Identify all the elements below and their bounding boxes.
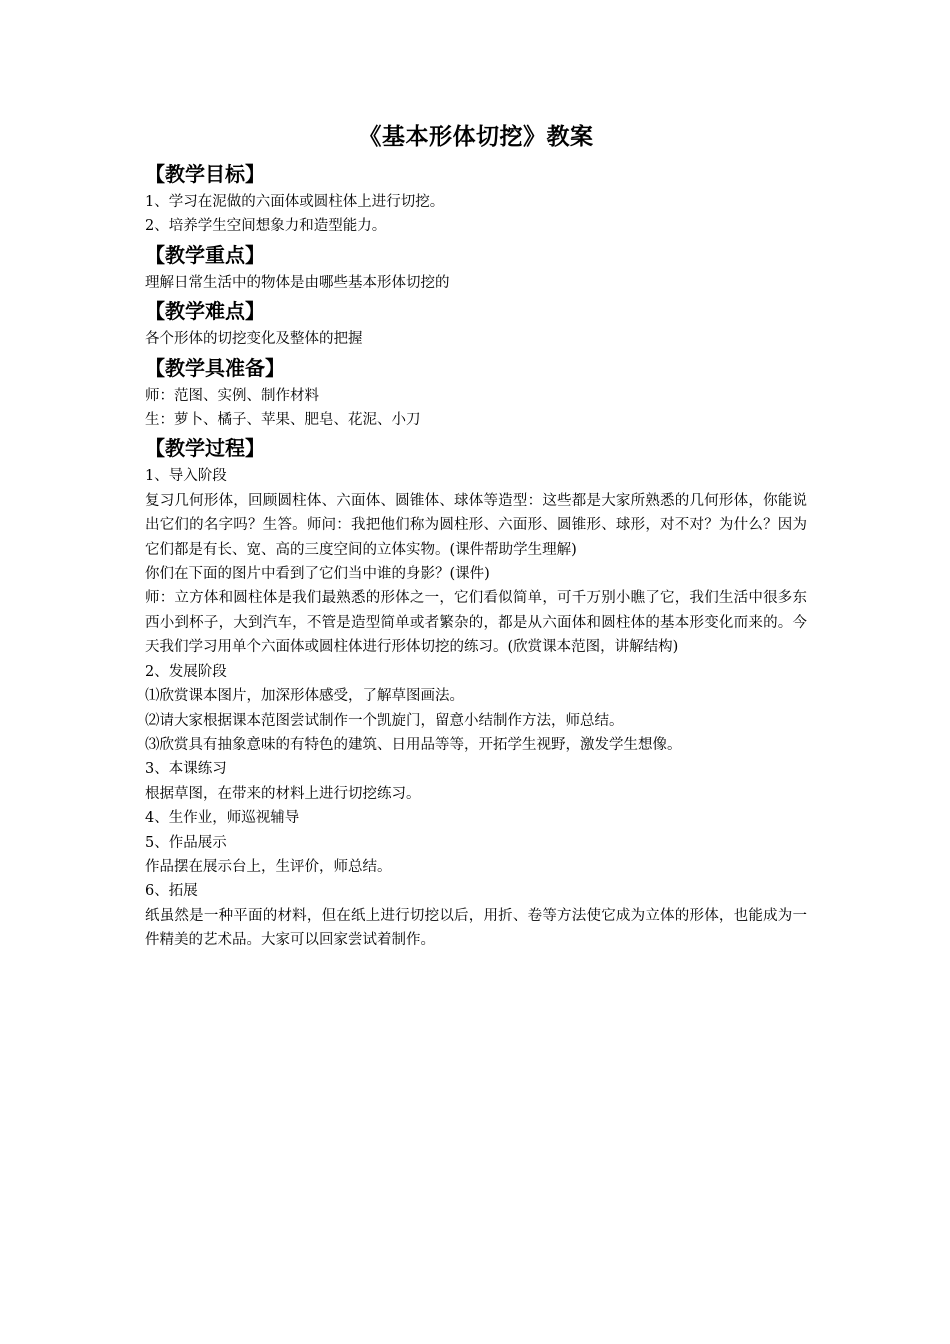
prep-line-student: 生：萝卜、橘子、苹果、肥皂、花泥、小刀 xyxy=(145,412,421,429)
step-6-title: 6、拓展 xyxy=(145,883,198,900)
heading-teaching-difficulty: 【教学难点】 xyxy=(145,299,265,324)
step-3-title: 3、本课练习 xyxy=(145,761,227,778)
step-6-paragraph: 纸虽然是一种平面的材料，但在纸上进行切挖以后，用折、卷等方法使它成为立体的形体，也能成为一件精美的艺术品。大家可以回家尝试着制作。 xyxy=(145,907,807,949)
heading-teaching-goals: 【教学目标】 xyxy=(145,162,265,186)
step-1-paragraph-2: 你们在下面的图片中看到了它们当中谁的身影？(课件) xyxy=(145,566,490,583)
step-1-paragraph-1: 复习几何形体，回顾圆柱体、六面体、圆锥体、球体等造型：这些都是大家所熟悉的几何形体，你能说出它们的名字吗？生答。师问：我把他们称为圆柱形、六面形、圆锥形、球形，对不对？为什么？因为它们都是有长、宽、高的三度空间的立体实物。(课件帮助学生理解) xyxy=(145,492,807,558)
document-title: 《基本形体切挖》教案 xyxy=(358,124,594,150)
goal-line-1: 1、学习在泥做的六面体或圆柱体上进行切挖。 xyxy=(145,194,445,210)
step-2-item-1: ⑴欣赏课本图片，加深形体感受，了解草图画法。 xyxy=(145,688,464,705)
step-1-title: 1、导入阶段 xyxy=(145,468,227,485)
step-1-paragraph-3: 师：立方体和圆柱体是我们最熟悉的形体之一，它们看似简单，可千万别小瞧了它，我们生活中很多东西小到杯子，大到汽车，不管是造型简单或者繁杂的，都是从六面体和圆柱体的基本形变化而来的。今天我们学习用单个六面体或圆柱体进行形体切挖的练习。(欣赏课本范图，讲解结构) xyxy=(145,590,807,656)
key-line-1: 理解日常生活中的物体是由哪些基本形体切挖的 xyxy=(145,274,450,291)
step-5-paragraph: 作品摆在展示台上，生评价，师总结。 xyxy=(145,858,392,875)
difficulty-line-1: 各个形体的切挖变化及整体的把握 xyxy=(145,331,363,348)
prep-line-teacher: 师：范图、实例、制作材料 xyxy=(145,387,319,404)
document-page xyxy=(145,118,807,953)
goal-line-2: 2、培养学生空间想象力和造型能力。 xyxy=(145,218,387,235)
step-2-item-2: ⑵请大家根据课本范图尝试制作一个凯旋门，留意小结制作方法，师总结。 xyxy=(145,712,624,729)
step-2-item-3: ⑶欣赏具有抽象意味的有特色的建筑、日用品等等，开拓学生视野，激发学生想像。 xyxy=(145,736,682,753)
heading-teaching-key: 【教学重点】 xyxy=(145,242,265,267)
heading-teaching-prep: 【教学具准备】 xyxy=(145,355,285,380)
heading-teaching-process: 【教学过程】 xyxy=(145,436,265,461)
step-3-paragraph: 根据草图，在带来的材料上进行切挖练习。 xyxy=(145,785,421,802)
step-4-title: 4、生作业，师巡视辅导 xyxy=(145,810,300,827)
step-5-title: 5、作品展示 xyxy=(145,834,227,851)
step-2-title: 2、发展阶段 xyxy=(145,663,227,680)
